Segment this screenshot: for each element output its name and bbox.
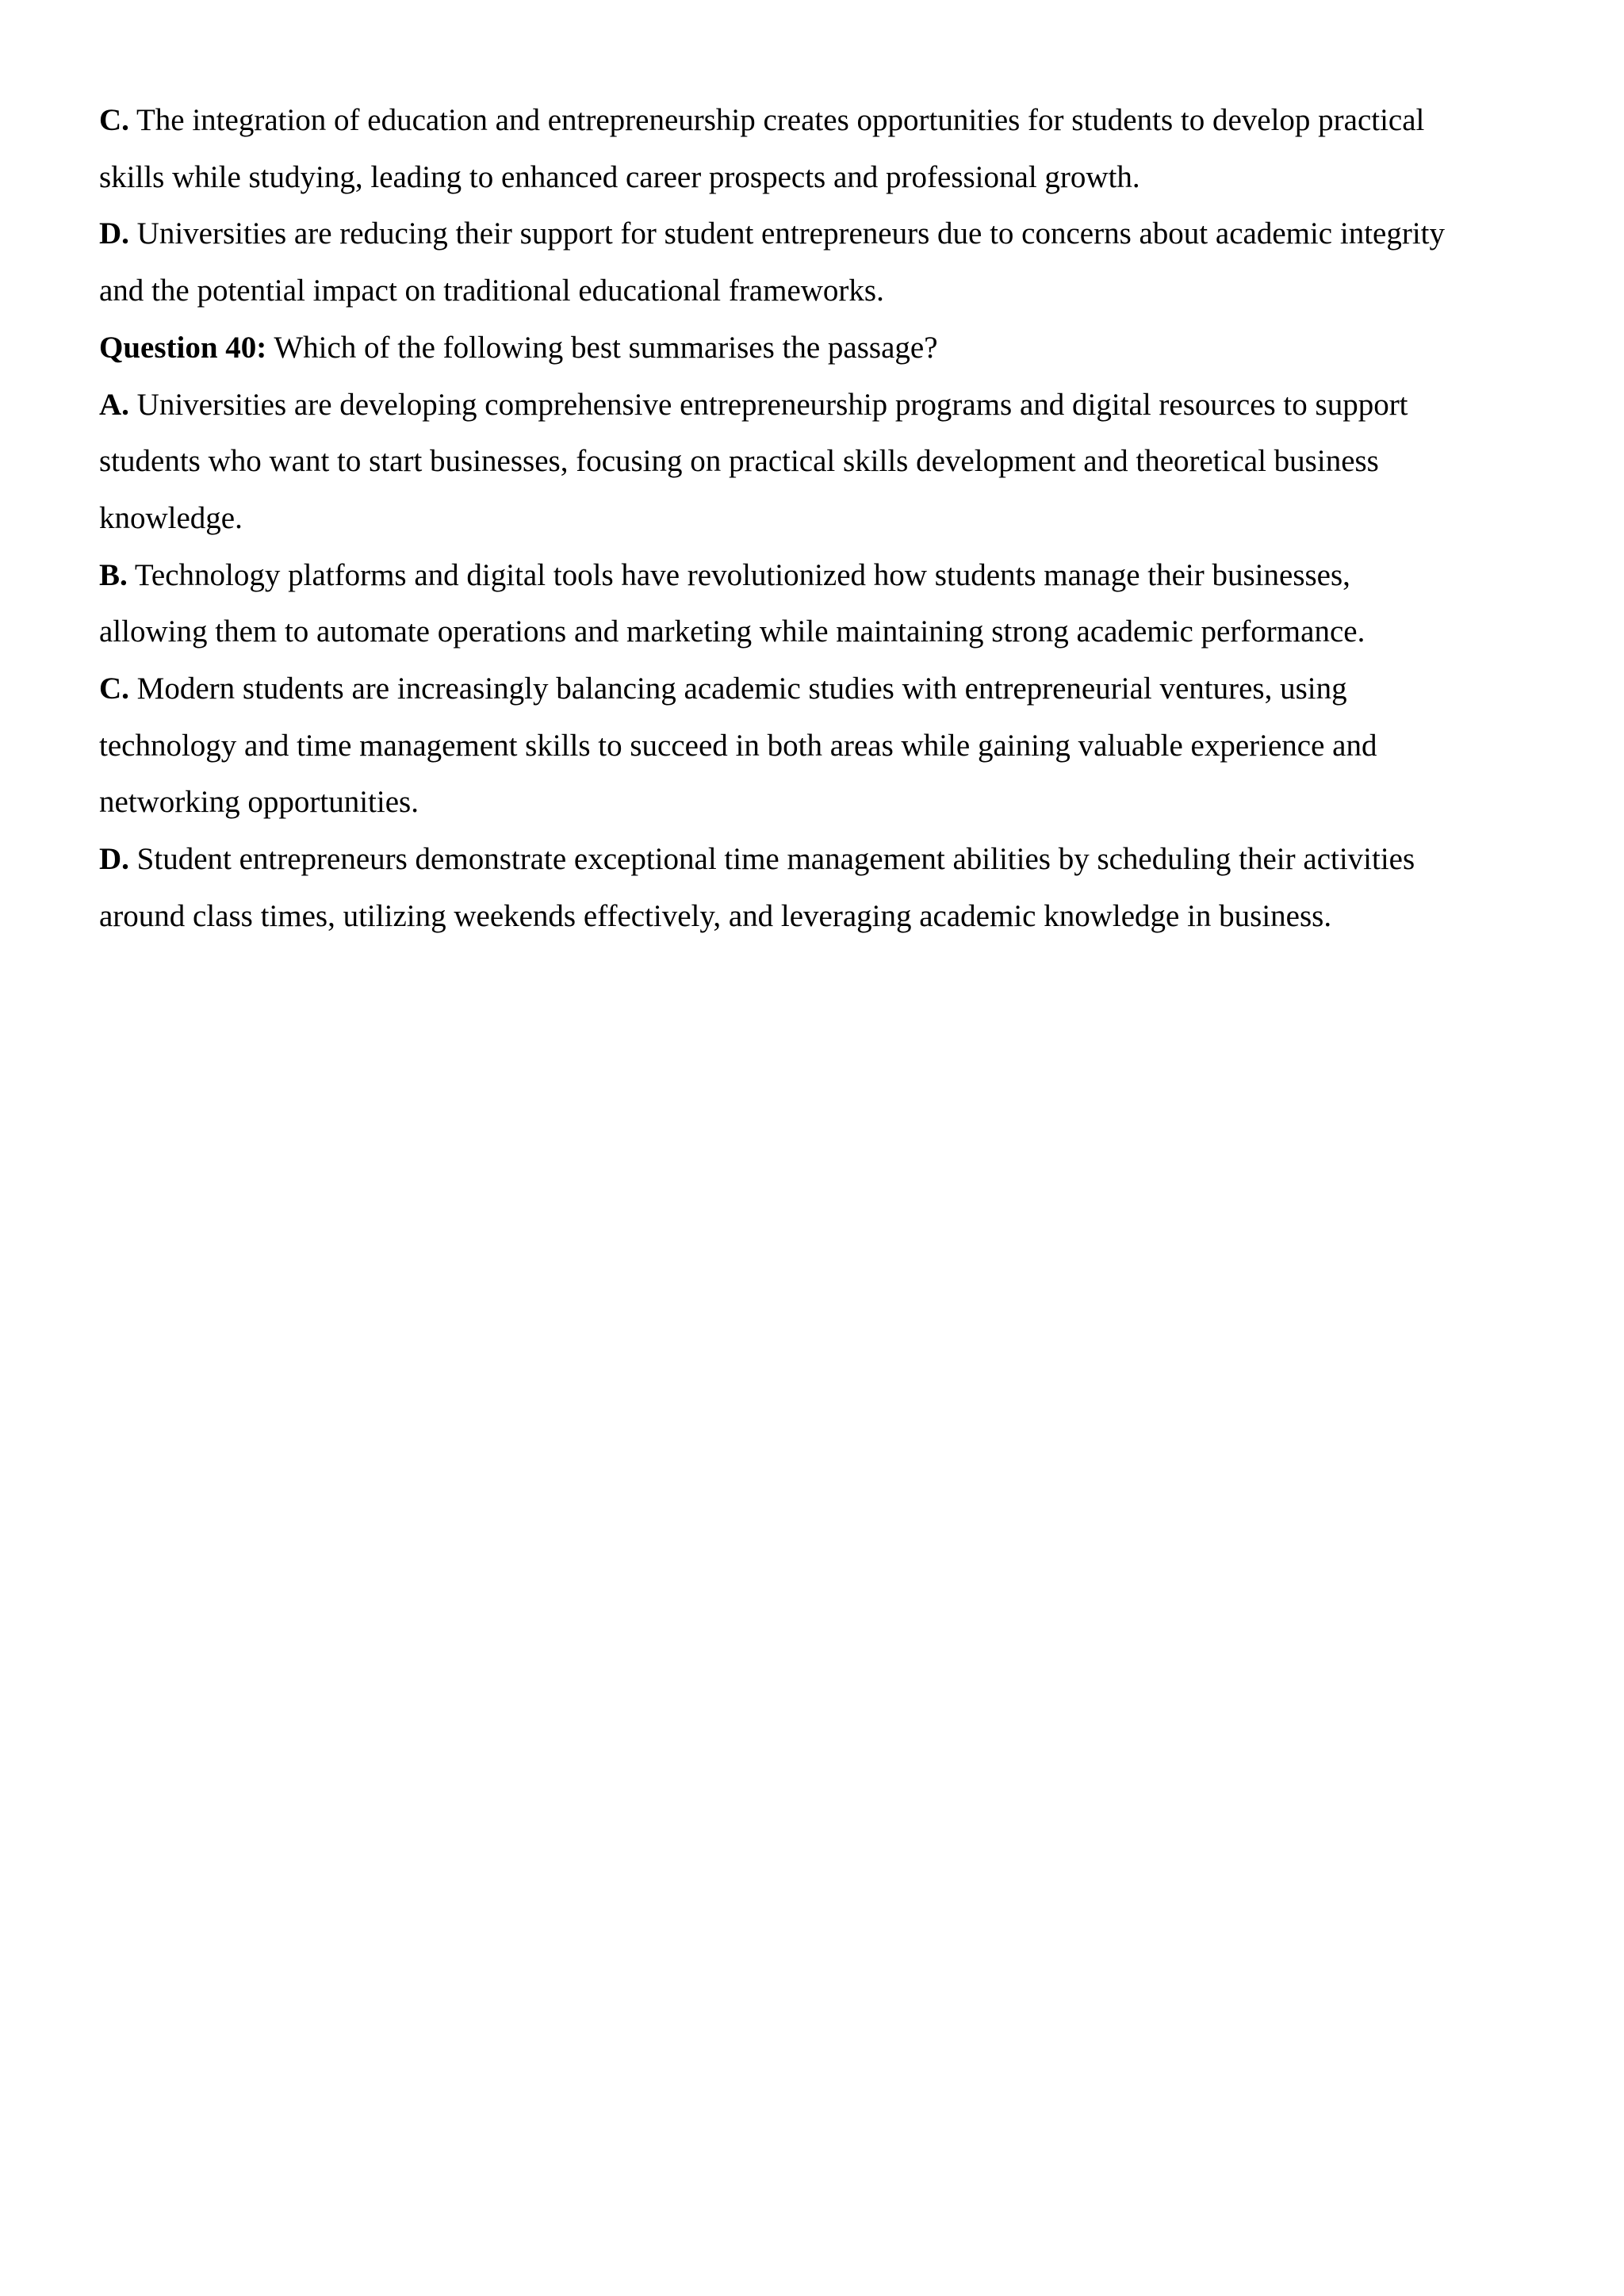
question-label: Question 40: bbox=[99, 330, 267, 365]
option-block bbox=[99, 660, 1554, 831]
option-text: Universities are reducing their support for student entrepreneurs due to concerns about academic integrity bbox=[136, 216, 1446, 251]
option-line bbox=[99, 831, 1554, 888]
option-text: and the potential impact on traditional educational frameworks. bbox=[99, 274, 884, 308]
option-block bbox=[99, 547, 1554, 660]
option-line bbox=[99, 433, 1554, 490]
option-line bbox=[99, 718, 1554, 775]
question-text: Which of the following best summarises the passage? bbox=[274, 330, 938, 365]
question-block bbox=[99, 320, 1554, 377]
option-text: The integration of education and entrepreneurship creates opportunities for students to develop practical bbox=[136, 103, 1425, 137]
option-line bbox=[99, 149, 1554, 206]
option-letter: A. bbox=[99, 387, 129, 422]
option-block bbox=[99, 92, 1554, 205]
option-text: around class times, utilizing weekends effectively, and leveraging academic knowledge in business. bbox=[99, 898, 1332, 933]
option-line bbox=[99, 660, 1554, 718]
option-letter: B. bbox=[99, 557, 128, 592]
option-line bbox=[99, 774, 1554, 831]
option-block bbox=[99, 831, 1554, 944]
option-letter: C. bbox=[99, 103, 129, 137]
option-block bbox=[99, 205, 1554, 319]
document-page bbox=[99, 92, 1554, 945]
option-text: allowing them to automate operations and marketing while maintaining strong academic performance. bbox=[99, 614, 1365, 649]
option-text: technology and time management skills to succeed in both areas while gaining valuable experience and bbox=[99, 728, 1377, 763]
option-text: students who want to start businesses, focusing on practical skills development and theoretical business bbox=[99, 444, 1379, 479]
option-line bbox=[99, 377, 1554, 434]
option-letter: D. bbox=[99, 216, 129, 251]
option-text: knowledge. bbox=[99, 500, 243, 535]
option-text: Technology platforms and digital tools have revolutionized how students manage their businesses, bbox=[134, 557, 1350, 592]
option-letter: D. bbox=[99, 842, 129, 877]
option-line bbox=[99, 262, 1554, 320]
option-text: skills while studying, leading to enhanced career prospects and professional growth. bbox=[99, 159, 1140, 194]
option-text: networking opportunities. bbox=[99, 785, 419, 820]
option-text: Modern students are increasingly balancing academic studies with entrepreneurial ventures, using bbox=[136, 672, 1347, 706]
option-block bbox=[99, 377, 1554, 547]
option-text: Universities are developing comprehensive entrepreneurship programs and digital resources to support bbox=[136, 387, 1408, 422]
option-line bbox=[99, 603, 1554, 660]
question-line bbox=[99, 320, 1554, 377]
option-line bbox=[99, 92, 1554, 149]
option-line bbox=[99, 547, 1554, 604]
option-line bbox=[99, 888, 1554, 945]
option-line bbox=[99, 205, 1554, 262]
option-text: Student entrepreneurs demonstrate exceptional time management abilities by scheduling their activities bbox=[136, 842, 1415, 877]
option-letter: C. bbox=[99, 672, 129, 706]
option-line bbox=[99, 490, 1554, 547]
